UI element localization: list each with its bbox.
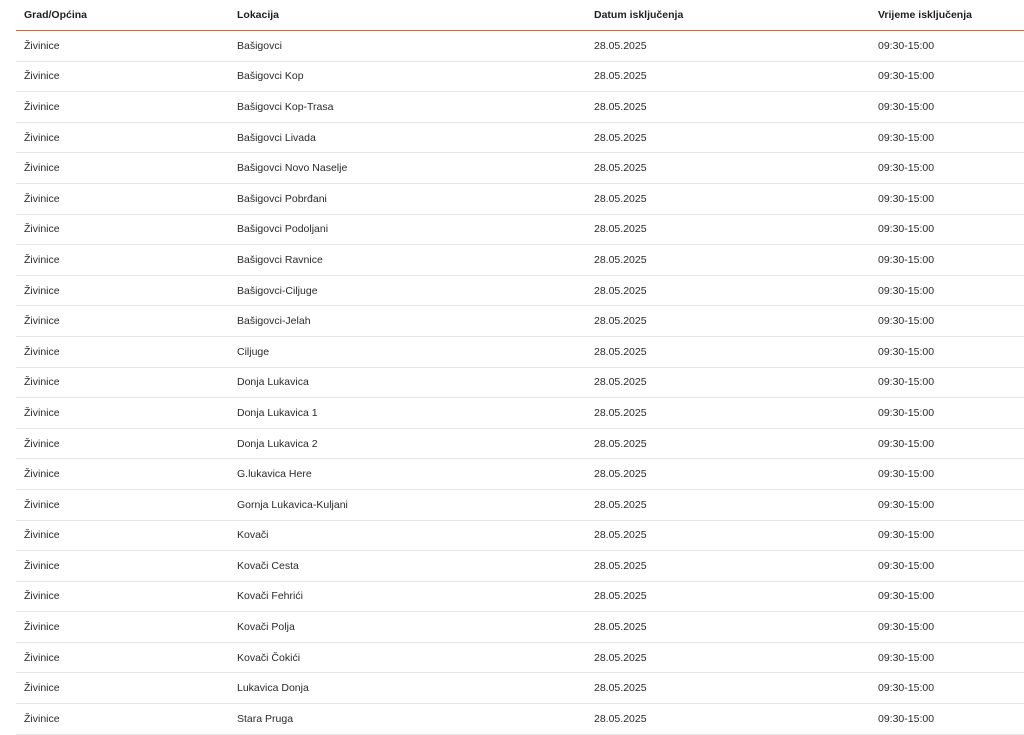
table-row [16,642,1024,673]
cell-municipality: Živinice [16,245,229,276]
table-row [16,551,1024,582]
cell-location: Donja Lukavica [229,367,586,398]
cell-location: Bašigovci Novo Naselje [229,153,586,184]
table-row [16,612,1024,643]
cell-outage-date: 28.05.2025 [586,704,870,735]
cell-location: Bašigovci Ravnice [229,245,586,276]
table-row [16,122,1024,153]
cell-municipality: Živinice [16,642,229,673]
table-row [16,428,1024,459]
cell-outage-date: 28.05.2025 [586,398,870,429]
cell-outage-time: 09:30-15:00 [870,153,1024,184]
cell-location: Kovači Polja [229,612,586,643]
table-row [16,92,1024,123]
cell-outage-time: 09:30-15:00 [870,642,1024,673]
cell-municipality: Živinice [16,336,229,367]
table-row [16,31,1024,62]
cell-municipality: Živinice [16,581,229,612]
cell-location: Stara Pruga [229,704,586,735]
cell-municipality: Živinice [16,214,229,245]
table-row [16,673,1024,704]
table-row [16,520,1024,551]
table-header [16,0,1024,31]
cell-location: Donja Lukavica 2 [229,428,586,459]
cell-outage-date: 28.05.2025 [586,673,870,704]
cell-outage-date: 28.05.2025 [586,612,870,643]
cell-outage-time: 09:30-15:00 [870,61,1024,92]
cell-outage-time: 09:30-15:00 [870,428,1024,459]
cell-location: Bašigovci Livada [229,122,586,153]
cell-municipality: Živinice [16,520,229,551]
cell-location: Bašigovci [229,31,586,62]
cell-location: Donja Lukavica 1 [229,398,586,429]
cell-outage-time: 09:30-15:00 [870,459,1024,490]
cell-outage-date: 28.05.2025 [586,183,870,214]
cell-outage-time: 09:30-15:00 [870,612,1024,643]
cell-outage-time: 09:30-15:00 [870,31,1024,62]
cell-municipality: Živinice [16,489,229,520]
cell-municipality: Živinice [16,673,229,704]
cell-municipality: Živinice [16,398,229,429]
cell-outage-time: 09:30-15:00 [870,367,1024,398]
cell-outage-date: 28.05.2025 [586,306,870,337]
cell-location: Gornja Lukavica-Kuljani [229,489,586,520]
table-row [16,306,1024,337]
table-row [16,61,1024,92]
cell-location: Kovači Fehrići [229,581,586,612]
cell-municipality: Živinice [16,367,229,398]
cell-location: Bašigovci-Jelah [229,306,586,337]
table-row [16,459,1024,490]
column-header-outage-time: Vrijeme isključenja [870,0,1024,31]
column-header-location: Lokacija [229,0,586,31]
cell-municipality: Živinice [16,183,229,214]
cell-outage-time: 09:30-15:00 [870,214,1024,245]
cell-municipality: Živinice [16,61,229,92]
cell-location: Kovači Čokići [229,642,586,673]
cell-outage-time: 09:30-15:00 [870,336,1024,367]
cell-municipality: Živinice [16,459,229,490]
cell-outage-time: 09:30-15:00 [870,183,1024,214]
cell-outage-date: 28.05.2025 [586,459,870,490]
header-row [16,0,1024,31]
cell-municipality: Živinice [16,704,229,735]
cell-outage-date: 28.05.2025 [586,581,870,612]
table-row [16,275,1024,306]
cell-outage-time: 09:30-15:00 [870,122,1024,153]
cell-location: Ciljuge [229,336,586,367]
cell-outage-date: 28.05.2025 [586,520,870,551]
table-row [16,489,1024,520]
cell-outage-date: 28.05.2025 [586,642,870,673]
cell-outage-date: 28.05.2025 [586,31,870,62]
cell-location: Bašigovci Kop [229,61,586,92]
cell-municipality: Živinice [16,306,229,337]
cell-outage-date: 28.05.2025 [586,61,870,92]
column-header-outage-date: Datum isključenja [586,0,870,31]
cell-outage-date: 28.05.2025 [586,92,870,123]
cell-outage-time: 09:30-15:00 [870,92,1024,123]
cell-municipality: Živinice [16,153,229,184]
table-row [16,704,1024,735]
cell-outage-time: 09:30-15:00 [870,551,1024,582]
cell-outage-date: 28.05.2025 [586,428,870,459]
cell-outage-date: 28.05.2025 [586,551,870,582]
cell-outage-date: 28.05.2025 [586,122,870,153]
cell-outage-date: 28.05.2025 [586,489,870,520]
cell-outage-time: 09:30-15:00 [870,245,1024,276]
table-row [16,581,1024,612]
cell-municipality: Živinice [16,612,229,643]
outage-table [16,0,1024,735]
cell-outage-date: 28.05.2025 [586,367,870,398]
cell-outage-time: 09:30-15:00 [870,581,1024,612]
cell-outage-time: 09:30-15:00 [870,520,1024,551]
cell-location: Bašigovci Podoljani [229,214,586,245]
cell-municipality: Živinice [16,122,229,153]
cell-location: Bašigovci-Ciljuge [229,275,586,306]
table-row [16,183,1024,214]
cell-outage-time: 09:30-15:00 [870,489,1024,520]
cell-municipality: Živinice [16,275,229,306]
cell-municipality: Živinice [16,92,229,123]
cell-outage-date: 28.05.2025 [586,214,870,245]
table-body [16,31,1024,735]
cell-municipality: Živinice [16,428,229,459]
cell-location: Bašigovci Pobrđani [229,183,586,214]
cell-outage-time: 09:30-15:00 [870,398,1024,429]
cell-location: Bašigovci Kop-Trasa [229,92,586,123]
table-row [16,398,1024,429]
cell-location: Kovači Cesta [229,551,586,582]
cell-municipality: Živinice [16,551,229,582]
cell-outage-time: 09:30-15:00 [870,673,1024,704]
cell-outage-date: 28.05.2025 [586,245,870,276]
cell-outage-date: 28.05.2025 [586,275,870,306]
table-row [16,336,1024,367]
cell-outage-date: 28.05.2025 [586,153,870,184]
cell-outage-time: 09:30-15:00 [870,704,1024,735]
table-row [16,214,1024,245]
cell-municipality: Živinice [16,31,229,62]
cell-outage-date: 28.05.2025 [586,336,870,367]
cell-location: Kovači [229,520,586,551]
cell-location: G.lukavica Here [229,459,586,490]
cell-outage-time: 09:30-15:00 [870,306,1024,337]
column-header-municipality: Grad/Općina [16,0,229,31]
table-row [16,153,1024,184]
cell-outage-time: 09:30-15:00 [870,275,1024,306]
table-row [16,367,1024,398]
table-row [16,245,1024,276]
cell-location: Lukavica Donja [229,673,586,704]
